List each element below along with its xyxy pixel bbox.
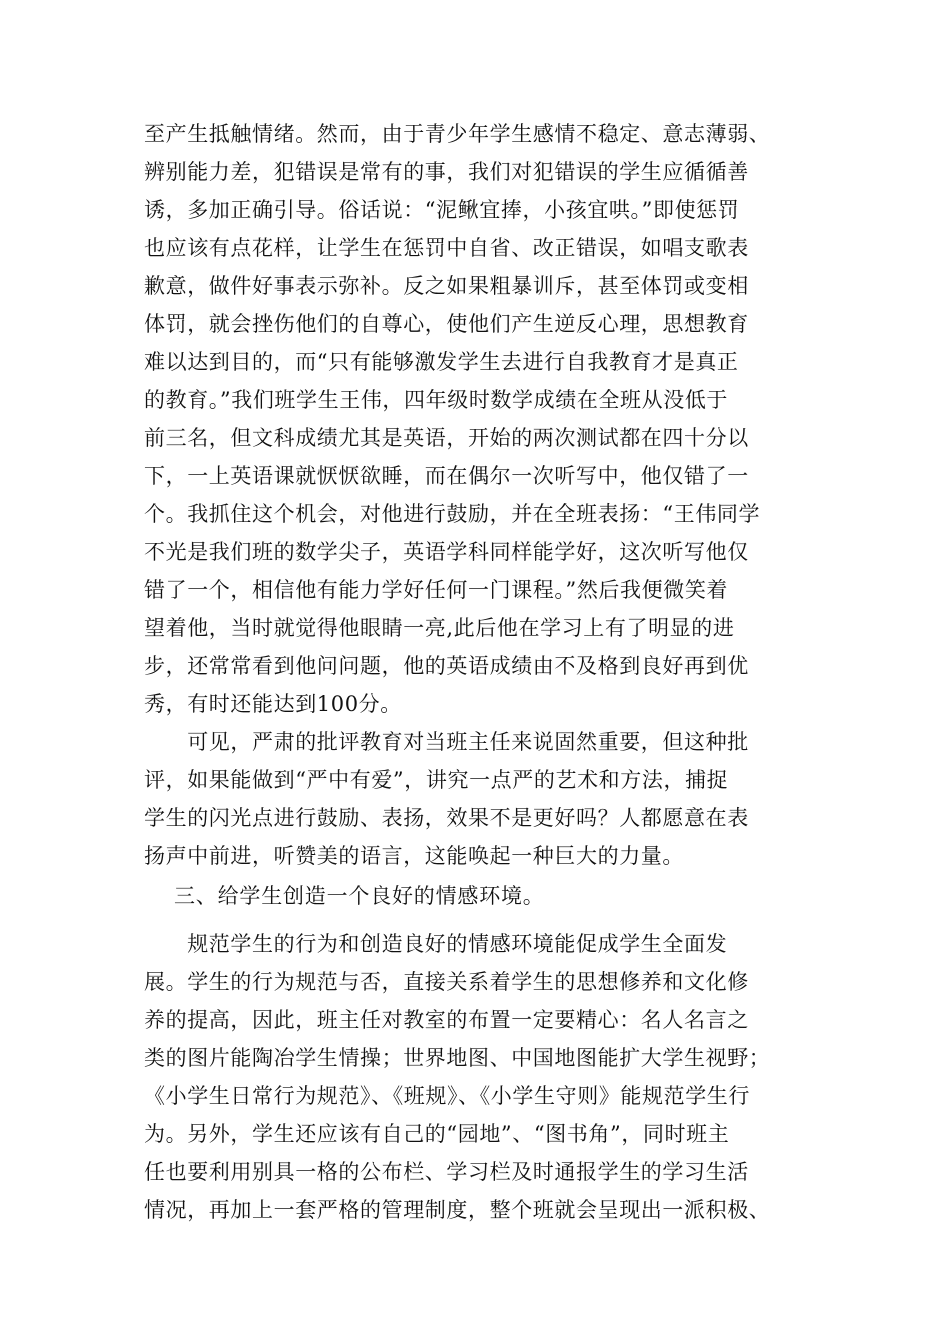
text-line: 步，还常常看到他问问题，他的英语成绩由不及格到良好再到优 — [144, 654, 749, 678]
text-line: 为。另外，学生还应该有自己的“园地”、“图书角”，同时班主 — [144, 1122, 730, 1146]
text-line: 规范学生的行为和创造良好的情感环境能促成学生全面发 — [144, 932, 728, 956]
text-line: 的教育。”我们班学生王伟，四年级时数学成绩在全班从没低于 — [144, 388, 729, 412]
text-line: 可见，严肃的批评教育对当班主任来说固然重要，但这种批 — [144, 730, 749, 754]
text-line: 也应该有点花样，让学生在惩罚中自省、改正错误，如唱支歌表 — [144, 236, 749, 260]
text-line: 情况，再加上一套严格的管理制度，整个班就会呈现出一派积极、 — [144, 1198, 771, 1222]
text-line: 秀，有时还能达到100分。 — [144, 692, 402, 716]
text-line: 体罚，就会挫伤他们的自尊心，使他们产生逆反心理，思想教育 — [144, 312, 749, 336]
text-line: 至产生抵触情绪。然而，由于青少年学生感情不稳定、意志薄弱、 — [144, 122, 771, 146]
text-line: 诱，多加正确引导。俗话说：“泥鳅宜捧，小孩宜哄。”即使惩罚 — [144, 198, 740, 222]
text-line: 学生的闪光点进行鼓励、表扬，效果不是更好吗？人都愿意在表 — [144, 806, 749, 830]
text-line: 任也要利用别具一格的公布栏、学习栏及时通报学生的学习生活 — [144, 1160, 749, 1184]
text-line: 不光是我们班的数学尖子，英语学科同样能学好，这次听写他仅 — [144, 540, 749, 564]
text-line: 歉意，做件好事表示弥补。反之如果粗暴训斥，甚至体罚或变相 — [144, 274, 749, 298]
text-line: 下，一上英语课就恹恹欲睡，而在偶尔一次听写中，他仅错了一 — [144, 464, 749, 488]
text-line: 《小学生日常行为规范》、《班规》、《小学生守则》能规范学生行 — [144, 1084, 750, 1108]
text-line: 养的提高，因此，班主任对教室的布置一定要精心：名人名言之 — [144, 1008, 749, 1032]
text-line: 前三名，但文科成绩尤其是英语，开始的两次测试都在四十分以 — [144, 426, 749, 450]
section-heading: 三、给学生创造一个良好的情感环境。 — [174, 884, 545, 908]
text-line: 望着他，当时就觉得他眼睛一亮,此后他在学习上有了明显的进 — [144, 616, 735, 640]
text-line: 评，如果能做到“严中有爱”，讲究一点严的艺术和方法，捕捉 — [144, 768, 729, 792]
text-line: 错了一个，相信他有能力学好任何一门课程。”然后我便微笑着 — [144, 578, 729, 602]
text-line: 类的图片能陶冶学生情操；世界地图、中国地图能扩大学生视野； — [144, 1046, 771, 1070]
text-line: 难以达到目的，而“只有能够激发学生去进行自我教育才是真正 — [144, 350, 739, 374]
text-line: 展。学生的行为规范与否，直接关系着学生的思想修养和文化修 — [144, 970, 749, 994]
text-line: 个。我抓住这个机会，对他进行鼓励，并在全班表扬：“王伟同学 — [144, 502, 761, 526]
text-line: 扬声中前进，听赞美的语言，这能唤起一种巨大的力量。 — [144, 844, 684, 868]
text-line: 辨别能力差，犯错误是常有的事，我们对犯错误的学生应循循善 — [144, 160, 749, 184]
